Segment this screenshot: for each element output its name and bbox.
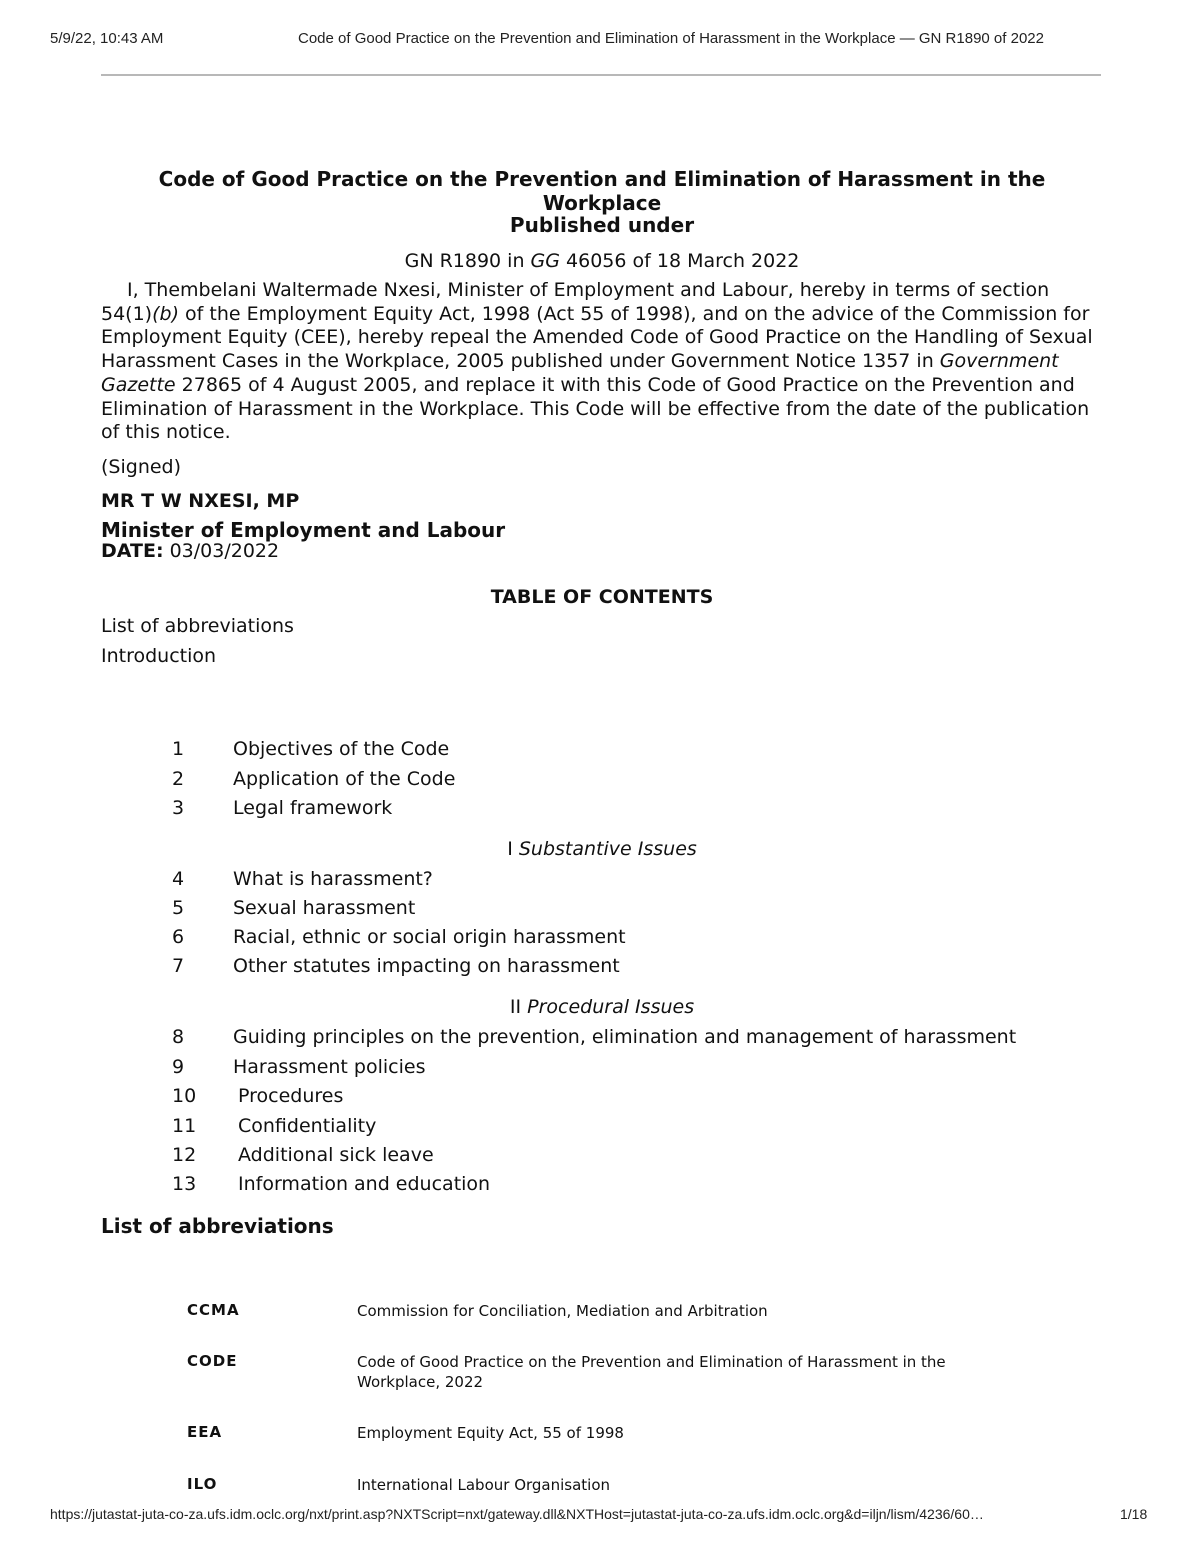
document-title: Code of Good Practice on the Prevention and Elimination of Harassment in the Workplace (158, 167, 1046, 215)
toc-front-item: List of abbreviations (101, 615, 294, 637)
signatory-role: Minister of Employment and Labour (101, 518, 506, 542)
toc-item-label: What is harassment? (233, 868, 433, 890)
toc-item-label: Sexual harassment (233, 897, 416, 919)
notice-text-3: 27865 of 4 August 2005, and replace it with this Code of Good Practice on the Prevention and Elimination of Harassment in the Workplace. This Code will be effective from the date of the publication of this notice. (101, 373, 1090, 444)
toc-item-label: Confidentiality (238, 1115, 377, 1137)
gazette-prefix: GN R1890 in (404, 250, 531, 272)
toc-front-item: Introduction (101, 645, 217, 667)
published-under-heading: Published under (509, 213, 695, 237)
print-footer-url: https://jutastat-juta-co-za.ufs.idm.oclc.org/nxt/print.asp?NXTScript=nxt/gateway.dll&NXTHost=jutastat-juta-co-za.ufs.idm.oclc.org&d=iljn/lism/4236/60… (50, 1506, 984, 1522)
toc-item-label: Racial, ethnic or social origin harassment (233, 926, 626, 948)
toc-item-number: 11 (172, 1115, 197, 1137)
date-label: DATE: (101, 540, 164, 562)
toc-item-label: Application of the Code (233, 768, 456, 790)
gazette-abbr: GG (530, 250, 560, 272)
abbreviation-key: CODE (187, 1352, 238, 1370)
toc-item-label: Harassment policies (233, 1056, 426, 1078)
signed-note: (Signed) (101, 456, 182, 478)
abbreviation-value: Employment Equity Act, 55 of 1998 (357, 1424, 624, 1442)
toc-item-number: 6 (172, 926, 185, 948)
toc-item-number: 8 (172, 1026, 185, 1048)
gazette-reference (101, 250, 1103, 272)
toc-section-heading (101, 838, 1103, 860)
toc-item-number: 3 (172, 797, 185, 819)
abbreviation-value: Commission for Conciliation, Mediation and Arbitration (357, 1302, 768, 1320)
abbreviation-value: International Labour Organisation (357, 1476, 611, 1494)
gazette-suffix: 46056 of 18 March 2022 (559, 250, 800, 272)
abbreviations-heading: List of abbreviations (101, 1214, 334, 1238)
toc-heading: TABLE OF CONTENTS (490, 586, 714, 608)
date-value: 03/03/2022 (163, 540, 280, 562)
toc-item-number: 1 (172, 738, 185, 760)
signature-date (101, 540, 1103, 562)
toc-item-number: 12 (172, 1144, 197, 1166)
notice-text-1: I, Thembelani Waltermade Nxesi, Minister of Employment and Labour, hereby in terms of section 54(1) (101, 279, 1050, 325)
abbreviation-key: ILO (187, 1475, 218, 1493)
toc-item-number: 13 (172, 1173, 197, 1195)
notice-paragraph (101, 279, 1103, 445)
toc-item-label: Additional sick leave (238, 1144, 434, 1166)
section-number: II (509, 996, 528, 1018)
toc-section-heading (101, 996, 1103, 1018)
abbreviation-key: EEA (187, 1423, 223, 1441)
toc-item-number: 4 (172, 868, 185, 890)
toc-item-number: 2 (172, 768, 185, 790)
header-divider (101, 74, 1101, 76)
section-label: Substantive Issues (518, 838, 697, 860)
signatory-name: MR T W NXESI, MP (101, 490, 300, 512)
notice-italic-1: (b) (152, 302, 179, 325)
toc-item-label: Guiding principles on the prevention, elimination and management of harassment (233, 1026, 1017, 1048)
print-footer-page-number: 1/18 (1120, 1506, 1148, 1522)
notice-italic-2: Government Gazette (101, 350, 1059, 396)
section-label: Procedural Issues (527, 996, 695, 1018)
notice-text-2: of the Employment Equity Act, 1998 (Act 55 of 1998), and on the advice of the Commission for Employment Equity (CEE), hereby repeal the Amended Code of Good Practice on the Handling of Sexual Harassment Cases in the Workplace, 2005 published under Government Notice 1357 in (101, 302, 1093, 373)
toc-item-label: Information and education (238, 1173, 491, 1195)
print-header-title: Code of Good Practice on the Prevention and Elimination of Harassment in the Workplace — GN R1890 of 2022 (298, 30, 1044, 47)
print-header-datetime: 5/9/22, 10:43 AM (50, 30, 164, 47)
toc-item-label: Objectives of the Code (233, 738, 450, 760)
toc-item-number: 10 (172, 1085, 197, 1107)
abbreviation-key: CCMA (187, 1301, 240, 1319)
toc-item-label: Procedures (238, 1085, 344, 1107)
toc-item-number: 7 (172, 955, 185, 977)
toc-item-number: 9 (172, 1056, 185, 1078)
toc-item-number: 5 (172, 897, 185, 919)
abbreviation-value: Code of Good Practice on the Prevention and Elimination of Harassment in the Workplace, 2022 (357, 1353, 946, 1391)
section-number: I (507, 838, 519, 860)
toc-item-label: Legal framework (233, 797, 393, 819)
toc-item-label: Other statutes impacting on harassment (233, 955, 620, 977)
